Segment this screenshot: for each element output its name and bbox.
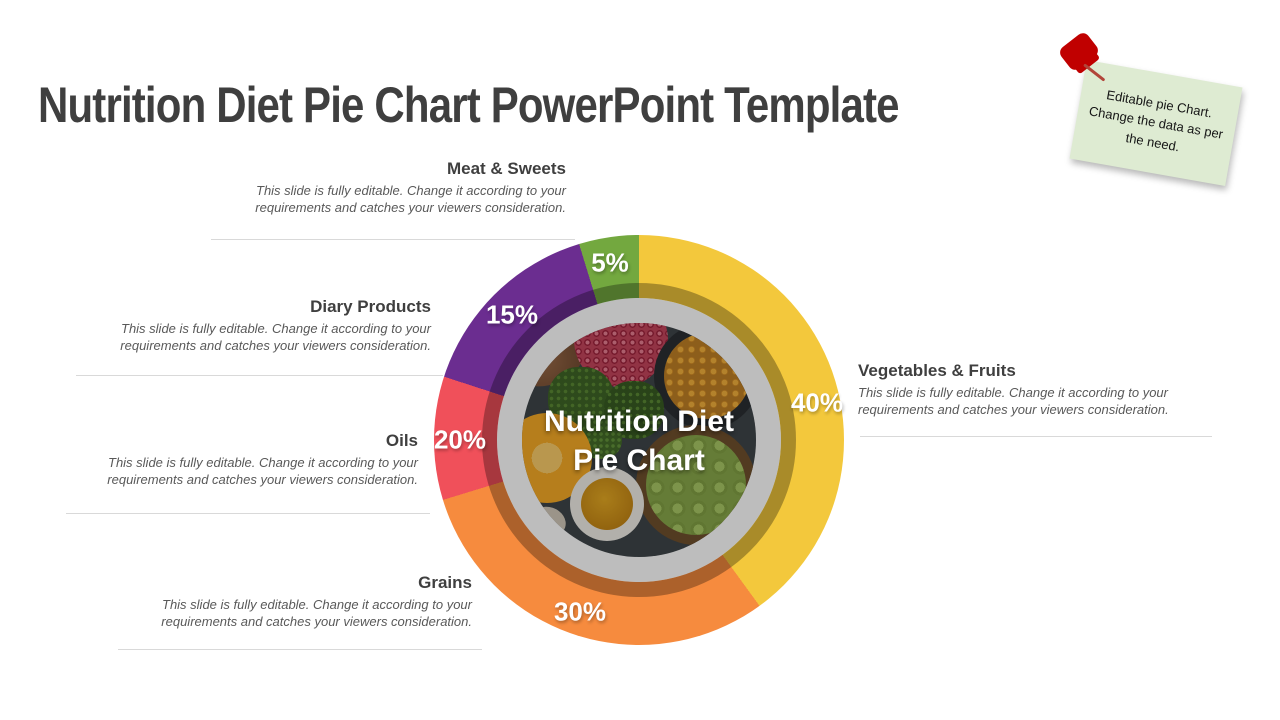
section-body: This slide is fully editable. Change it according to your requirements and catches your viewers consideration. <box>161 597 472 630</box>
separator-line <box>211 239 575 240</box>
separator-line <box>118 649 482 650</box>
section-title: Oils <box>385 431 418 450</box>
pie-chart <box>434 235 844 645</box>
segment-percent-label: 20% <box>433 424 487 455</box>
section-oils <box>106 431 418 488</box>
section-body: This slide is fully editable. Change it according to your requirements and catches your viewers consideration. <box>107 455 418 488</box>
chart-center-title-line2: Pie Chart <box>573 444 705 477</box>
chart-center-title-line1: Nutrition Diet <box>544 405 734 438</box>
segment-percent-label: 40% <box>790 387 844 418</box>
section-title: Meat & Sweets <box>446 159 566 178</box>
section-body: This slide is fully editable. Change it according to your requirements and catches your viewers consideration. <box>255 183 566 216</box>
section-diary-products <box>119 297 431 354</box>
separator-line <box>66 513 430 514</box>
section-meat-sweets <box>254 159 566 216</box>
section-title: Grains <box>418 573 472 592</box>
section-title: Diary Products <box>310 297 431 316</box>
section-body: This slide is fully editable. Change it according to your requirements and catches your viewers consideration. <box>858 385 1169 418</box>
separator-line <box>860 436 1212 437</box>
chart-center-title <box>504 402 774 480</box>
section-vegetables-fruits <box>858 361 1170 418</box>
segment-percent-label: 5% <box>591 247 629 278</box>
page-title: Nutrition Diet Pie Chart PowerPoint Template <box>38 76 899 133</box>
segment-percent-label: 30% <box>553 596 607 627</box>
section-grains <box>160 573 472 630</box>
sticky-note <box>1070 60 1243 186</box>
section-body: This slide is fully editable. Change it according to your requirements and catches your viewers consideration. <box>120 321 431 354</box>
sticky-note-text: Editable pie Chart. Change the data as per the need. <box>1087 86 1225 155</box>
segment-percent-label: 15% <box>485 299 539 330</box>
section-title: Vegetables & Fruits <box>858 361 1016 380</box>
separator-line <box>76 375 443 376</box>
